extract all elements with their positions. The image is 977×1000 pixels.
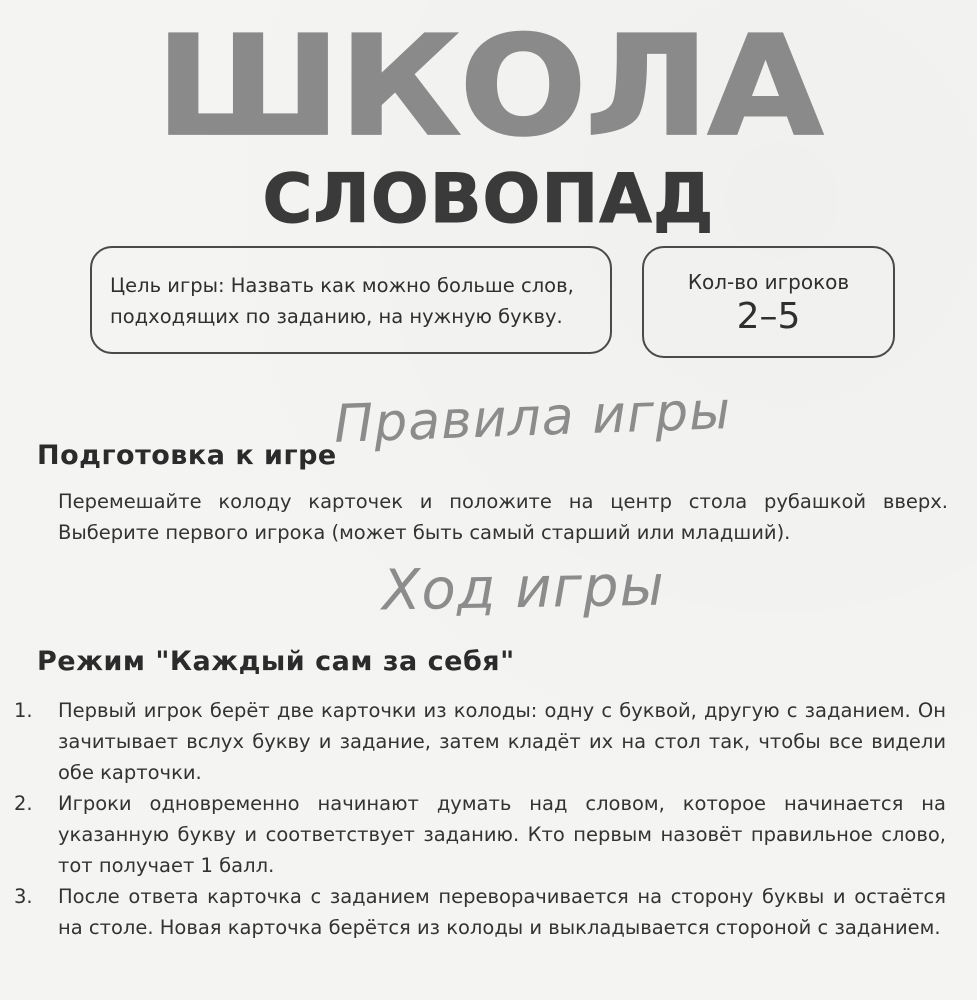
preparation-text: Перемешайте колоду карточек и положите на центр стола рубашкой вверх. Выберите первого игрока (может быть самый старший или младший). [58,490,948,544]
game-title: ШКОЛА [155,6,822,168]
rule-text: Первый игрок берёт две карточки из колоды: одну с буквой, другую с заданием. Он зачитывает вслух букву и задание, затем кладёт их на стол так, чтобы все видели обе карточки. [58,699,946,784]
game-move-heading: Ход игры [381,553,666,624]
rule-number: 3. [14,885,33,908]
mode-heading: Режим "Каждый сам за себя" [37,646,515,677]
rule-item [0,695,977,788]
goal-text: Цель игры: Назвать как можно больше слов, подходящих по заданию, на нужную букву. [110,274,574,328]
rule-number: 1. [14,699,33,722]
players-box [642,246,895,358]
players-label: Кол-во игроков [687,270,850,294]
game-subtitle: СЛОВОПАД [262,160,715,239]
goal-box [90,246,612,354]
rule-text: После ответа карточка с заданием переворачивается на сторону буквы и остаётся на столе. Новая карточка берётся из колоды и выкладывается стороной с заданием. [58,885,946,939]
rule-text: Игроки одновременно начинают думать над словом, которое начинается на указанную букву и соответствует заданию. Кто первым назовёт правильное слово, тот получает 1 балл. [58,792,946,877]
preparation-heading: Подготовка к игре [37,440,337,471]
players-count: 2–5 [736,296,801,337]
rules-heading: Правила игры [333,381,733,455]
rule-item [0,788,977,881]
rules-list [0,695,977,943]
rule-item [0,881,977,943]
rule-number: 2. [14,792,33,815]
